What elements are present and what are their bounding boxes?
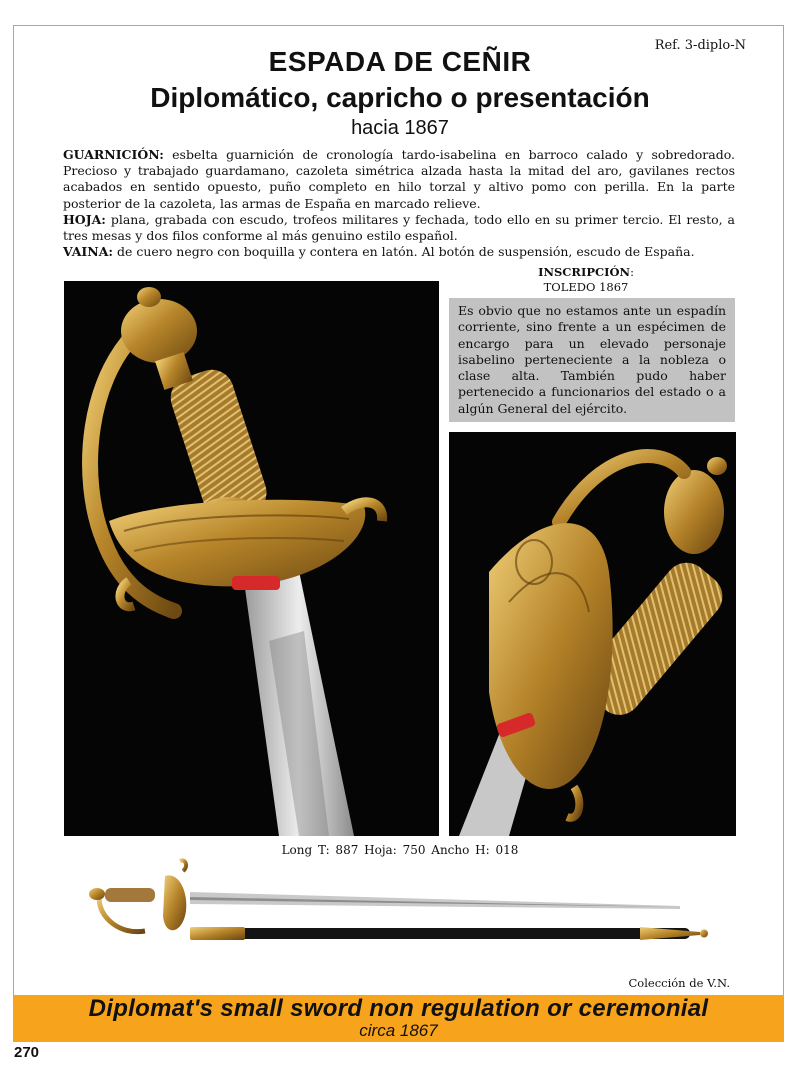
english-date: circa 1867 [359,1021,438,1040]
page-title: ESPADA DE CEÑIR [268,46,532,77]
vaina-label: VAINA: [63,244,114,260]
vaina-paragraph [63,244,735,260]
sword-hilt-photo-front [64,281,439,836]
reference-code: Ref. 3-diplo-N [654,38,746,53]
inscription [520,265,652,295]
note-box: Es obvio que no estamos ante un espadín corriente, sino frente a un espécimen de encargo para un elevado personaje isabelino perteneciente a la nobleza o clase alta. También pudo haber pertenecido a funcionarios del estado o a algún General del ejército. [449,298,735,422]
hoja-paragraph [63,212,735,244]
english-banner [13,995,784,1042]
english-title: Diplomat's small sword non regulation or ceremonial [88,995,709,1022]
guarnicion-label: GUARNICIÓN: [63,147,164,162]
description [63,147,735,260]
vaina-text: de cuero negro con boquilla y contera en latón. Al botón de suspensión, escudo de España. [113,244,695,260]
inscription-colon: : [630,265,634,279]
page-date: hacia 1867 [351,117,449,139]
guarnicion-paragraph [63,147,735,212]
dimensions: Long T: 887 Hoja: 750 Ancho H: 018 [281,843,519,857]
inscription-text: TOLEDO 1867 [543,280,629,294]
collection-credit: Colección de V.N. [628,976,730,990]
hoja-text: plana, grabada con escudo, trofeos militares y fechada, todo ello en su primer tercio. El resto, a tres mesas y dos filos conforme al más genuino estilo español. [63,211,735,244]
full-sword-and-scabbard-photo [85,856,715,956]
hoja-label: HOJA: [63,211,106,227]
sword-hilt-photo-back [449,432,736,836]
guarnicion-text: esbelta guarnición de cronología tardo-isabelina en barroco calado y sobredorado. Precioso y trabajado guardamano, cazoleta simétrica alzada hasta la mitad del aro, gavilanes rectos acabados en sentido opuesto, puño completo en hilo torzal y altivo pomo con perilla. En la parte posterior de la cazoleta, las armas de España en marcado relieve. [63,147,735,211]
page-subtitle: Diplomático, capricho o presentación [150,82,650,113]
page-number: 270 [14,1044,40,1061]
inscription-label: INSCRIPCIÓN [538,265,631,279]
